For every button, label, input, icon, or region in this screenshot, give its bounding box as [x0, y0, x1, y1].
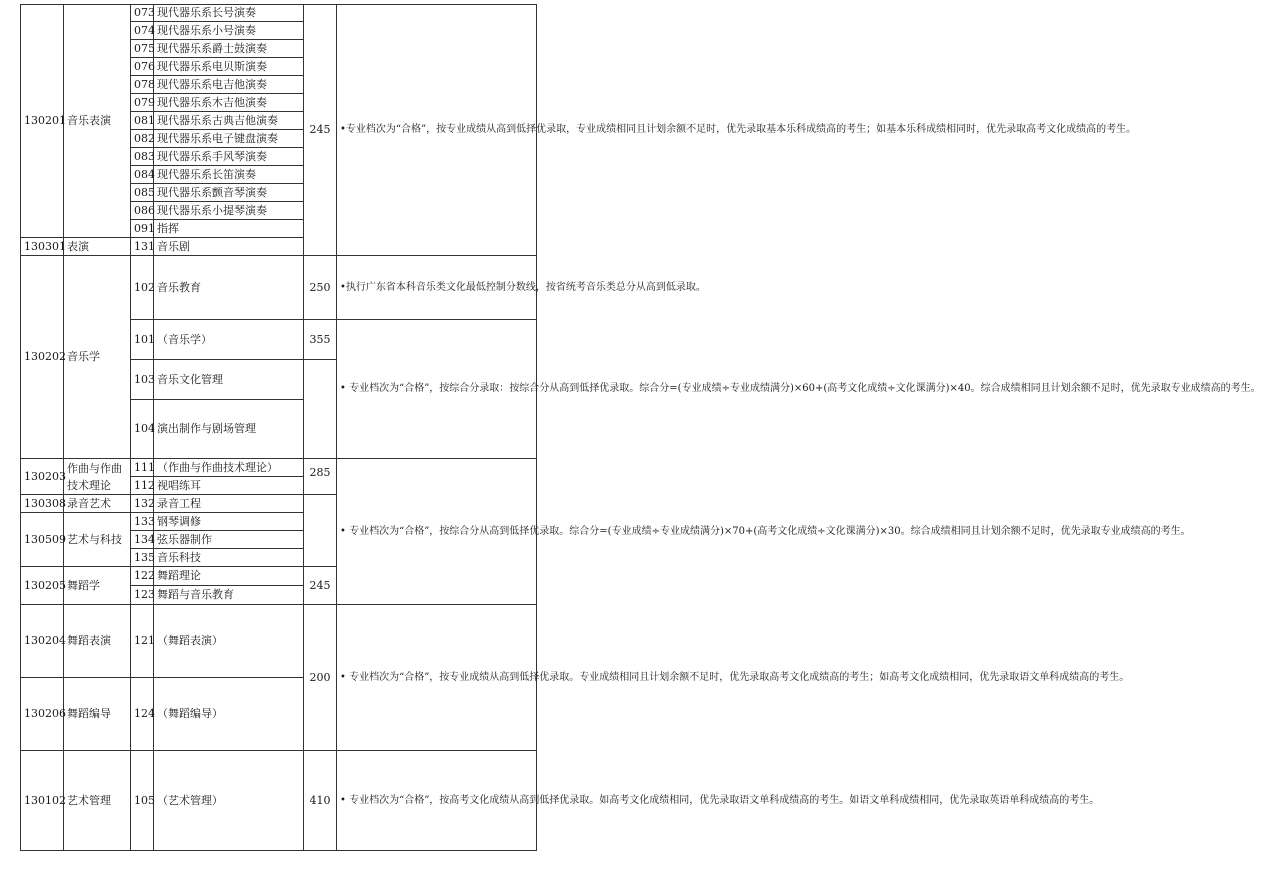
admission-rule: • 专业档次为“合格”，按专业成绩从高到低择优录取。专业成绩相同且计划余额不足时，优先录取高考文化成绩高的考生；如高考文化成绩相同，优先录取语文单科成绩高的考生。 — [337, 605, 537, 751]
major-name: 现代器乐系长笛演奏 — [154, 166, 304, 184]
major-number: 078 — [131, 76, 154, 94]
admission-table — [20, 4, 1261, 851]
major-number: 086 — [131, 202, 154, 220]
major-name: 舞蹈与音乐教育 — [154, 586, 304, 605]
admission-rule: • 专业档次为“合格”，按综合分录取：按综合分从高到低择优录取。综合分=(专业成绩÷专业成绩满分)×60+(高考文化成绩÷文化课满分)×40。综合成绩相同且计划余额不足时，优先录取专业成绩高的考生。 — [337, 320, 537, 459]
discipline-name: 录音艺术 — [64, 495, 131, 513]
discipline-name: 作曲与作曲技术理论 — [64, 459, 131, 495]
score-line: 250 — [304, 256, 337, 320]
major-name: 现代器乐系手风琴演奏 — [154, 148, 304, 166]
discipline-name: 舞蹈学 — [64, 567, 131, 605]
major-name: 指挥 — [154, 220, 304, 238]
discipline-name: 音乐学 — [64, 256, 131, 459]
discipline-code: 130204 — [21, 605, 64, 678]
major-name: 现代器乐系小提琴演奏 — [154, 202, 304, 220]
major-name: 现代器乐系颤音琴演奏 — [154, 184, 304, 202]
major-name: （音乐学） — [154, 320, 304, 360]
major-number: 091 — [131, 220, 154, 238]
table-row — [21, 5, 537, 22]
major-number: 081 — [131, 112, 154, 130]
major-number: 132 — [131, 495, 154, 513]
discipline-code: 130206 — [21, 678, 64, 751]
major-number: 103 — [131, 360, 154, 400]
major-number: 073 — [131, 5, 154, 22]
major-number: 121 — [131, 605, 154, 678]
major-name: 现代器乐系电子键盘演奏 — [154, 130, 304, 148]
major-number: 101 — [131, 320, 154, 360]
major-name: （舞蹈编导） — [154, 678, 304, 751]
major-number: 085 — [131, 184, 154, 202]
major-number: 134 — [131, 531, 154, 549]
major-number: 112 — [131, 477, 154, 495]
major-name: 现代器乐系木吉他演奏 — [154, 94, 304, 112]
major-name: 音乐文化管理 — [154, 360, 304, 400]
major-number: 079 — [131, 94, 154, 112]
table-row — [21, 459, 537, 477]
major-name: 现代器乐系长号演奏 — [154, 5, 304, 22]
major-number: 102 — [131, 256, 154, 320]
admission-rule: • 专业档次为“合格”，按高考文化成绩从高到低择优录取。如高考文化成绩相同，优先录取语文单科成绩高的考生。如语文单科成绩相同，优先录取英语单科成绩高的考生。 — [337, 751, 537, 851]
major-name: 音乐教育 — [154, 256, 304, 320]
major-number: 131 — [131, 238, 154, 256]
major-number: 083 — [131, 148, 154, 166]
major-number: 111 — [131, 459, 154, 477]
major-number: 082 — [131, 130, 154, 148]
table-row — [21, 605, 537, 678]
score-line: 245 — [304, 5, 337, 256]
score-line: 355 — [304, 320, 337, 360]
discipline-name: 艺术与科技 — [64, 513, 131, 567]
table-row — [21, 751, 537, 851]
score-line: 200 — [304, 605, 337, 751]
major-name: 舞蹈理论 — [154, 567, 304, 586]
major-number: 105 — [131, 751, 154, 851]
major-name: 视唱练耳 — [154, 477, 304, 495]
discipline-code: 130202 — [21, 256, 64, 459]
major-number: 076 — [131, 58, 154, 76]
table-row — [21, 256, 537, 320]
major-name: 现代器乐系爵士鼓演奏 — [154, 40, 304, 58]
discipline-name: 艺术管理 — [64, 751, 131, 851]
discipline-code: 130301 — [21, 238, 64, 256]
score-line: 245 — [304, 567, 337, 605]
discipline-code: 130201 — [21, 5, 64, 238]
major-number: 104 — [131, 400, 154, 459]
discipline-name: 音乐表演 — [64, 5, 131, 238]
major-name: 钢琴调修 — [154, 513, 304, 531]
discipline-code: 130203 — [21, 459, 64, 495]
discipline-code: 130308 — [21, 495, 64, 513]
admission-rule: •执行广东省本科音乐类文化最低控制分数线，按省统考音乐类总分从高到低录取。 — [337, 256, 537, 320]
discipline-code: 130102 — [21, 751, 64, 851]
discipline-name: 表演 — [64, 238, 131, 256]
major-number: 074 — [131, 22, 154, 40]
major-number: 133 — [131, 513, 154, 531]
major-number: 122 — [131, 567, 154, 586]
discipline-name: 舞蹈表演 — [64, 605, 131, 678]
score-line-empty — [304, 360, 337, 459]
major-name: 演出制作与剧场管理 — [154, 400, 304, 459]
major-number: 075 — [131, 40, 154, 58]
score-line: 410 — [304, 751, 337, 851]
major-number: 135 — [131, 549, 154, 567]
major-name: 音乐剧 — [154, 238, 304, 256]
discipline-code: 130205 — [21, 567, 64, 605]
major-name: 音乐科技 — [154, 549, 304, 567]
admission-rule: •专业档次为“合格”，按专业成绩从高到低择优录取，专业成绩相同且计划余额不足时，优先录取基本乐科成绩高的考生；如基本乐科成绩相同时，优先录取高考文化成绩高的考生。 — [337, 5, 537, 256]
major-name: （舞蹈表演） — [154, 605, 304, 678]
major-name: 现代器乐系小号演奏 — [154, 22, 304, 40]
discipline-name: 舞蹈编导 — [64, 678, 131, 751]
major-name: 现代器乐系古典吉他演奏 — [154, 112, 304, 130]
admission-rule: • 专业档次为“合格”，按综合分从高到低择优录取。综合分=(专业成绩÷专业成绩满分)×70+(高考文化成绩÷文化课满分)×30。综合成绩相同且计划余额不足时，优先录取专业成绩高的考生。 — [337, 459, 537, 605]
score-line: 285 — [304, 459, 337, 495]
major-number: 084 — [131, 166, 154, 184]
major-name: 现代器乐系电贝斯演奏 — [154, 58, 304, 76]
discipline-code: 130509 — [21, 513, 64, 567]
score-line-empty — [304, 495, 337, 567]
major-number: 123 — [131, 586, 154, 605]
major-name: （作曲与作曲技术理论） — [154, 459, 304, 477]
major-name: 现代器乐系电吉他演奏 — [154, 76, 304, 94]
major-number: 124 — [131, 678, 154, 751]
major-name: 录音工程 — [154, 495, 304, 513]
major-name: 弦乐器制作 — [154, 531, 304, 549]
major-name: （艺术管理） — [154, 751, 304, 851]
